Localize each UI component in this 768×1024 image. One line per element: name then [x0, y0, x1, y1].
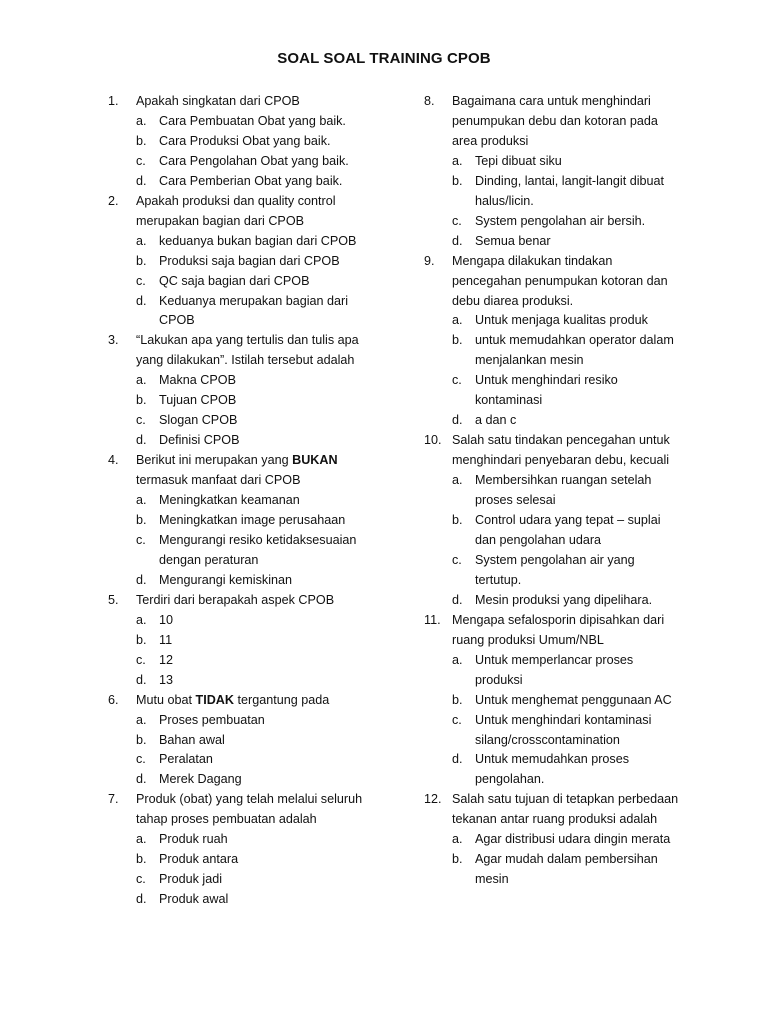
answer-option	[136, 391, 376, 411]
answer-option	[452, 511, 684, 551]
answer-option	[452, 152, 684, 172]
question-text-part: Bagaimana cara untuk menghindari penumpukan debu dan kotoran pada area produksi	[452, 94, 658, 148]
option-text: Untuk menghindari resiko kontaminasi	[475, 373, 618, 408]
question-text-part: “Lakukan apa yang tertulis dan tulis apa yang dilakukan”. Istilah tersebut adalah	[136, 333, 359, 368]
option-letter: c.	[136, 532, 146, 547]
option-text: Cara Pemberian Obat yang baik.	[159, 173, 343, 188]
question-text	[452, 613, 664, 647]
option-text: Mengurangi kemiskinan	[159, 572, 293, 587]
answer-option	[136, 431, 376, 451]
option-letter: c.	[136, 872, 146, 887]
option-text: a dan c	[475, 413, 517, 428]
left-column	[108, 92, 376, 910]
option-letter: d.	[136, 892, 147, 907]
question-item	[108, 591, 376, 691]
question-item	[424, 431, 684, 611]
option-text: Untuk memperlancar proses produksi	[475, 652, 634, 687]
option-text: Produk jadi	[159, 872, 223, 887]
option-letter: a.	[136, 832, 147, 847]
right-column	[424, 92, 684, 890]
question-item	[108, 790, 376, 910]
question-text-part: Salah satu tujuan di tetapkan perbedaan tekanan antar ruang produksi adalah	[452, 792, 679, 827]
answer-option	[136, 232, 376, 252]
answer-option	[136, 531, 376, 571]
answer-option	[452, 311, 684, 331]
option-letter: b.	[136, 513, 147, 528]
option-text: Meningkatkan keamanan	[159, 493, 300, 508]
option-text: Bahan awal	[159, 732, 225, 747]
option-text: Peralatan	[159, 752, 213, 767]
answer-option	[136, 870, 376, 890]
option-letter: d.	[136, 772, 147, 787]
option-letter: a.	[136, 712, 147, 727]
option-text: Keduanya merupakan bagian dari CPOB	[159, 293, 349, 328]
answer-option	[136, 671, 376, 691]
option-letter: d.	[452, 233, 463, 248]
option-text: Agar distribusi udara dingin merata	[475, 832, 671, 847]
option-text: 13	[159, 672, 174, 687]
answer-option	[452, 331, 684, 371]
option-letter: b.	[452, 692, 463, 707]
option-text: 11	[159, 632, 173, 647]
answer-option	[136, 272, 376, 292]
option-letter: a.	[452, 652, 463, 667]
answer-option	[452, 172, 684, 212]
option-text: Untuk memudahkan proses pengolahan.	[475, 752, 630, 787]
option-letter: a.	[136, 612, 147, 627]
option-letter: b.	[452, 333, 463, 348]
option-text: System pengolahan air yang tertutup.	[475, 552, 635, 587]
option-text: Cara Produksi Obat yang baik.	[159, 133, 331, 148]
option-letter: c.	[452, 552, 462, 567]
question-text-part: Mutu obat	[136, 692, 196, 707]
option-letter: a.	[452, 313, 463, 328]
option-text: 10	[159, 612, 174, 627]
question-item	[108, 691, 376, 791]
answer-option	[136, 292, 376, 332]
answer-option	[136, 511, 376, 531]
question-text-part: Mengapa dilakukan tindakan pencegahan penumpukan kotoran dan debu diarea produksi.	[452, 253, 668, 308]
option-text: Mengurangi resiko ketidaksesuaian dengan peraturan	[159, 532, 357, 567]
question-text	[136, 453, 338, 487]
question-text-part: Berikut ini merupakan yang	[136, 453, 293, 468]
answer-option	[452, 850, 684, 890]
answer-option	[452, 750, 684, 790]
option-text: Tujuan CPOB	[159, 393, 237, 408]
answer-option	[136, 571, 376, 591]
option-text: 12	[159, 652, 174, 667]
option-letter: c.	[136, 413, 146, 428]
option-text: Merek Dagang	[159, 772, 242, 787]
option-text: QC saja bagian dari CPOB	[159, 273, 310, 288]
question-number: 8.	[424, 94, 435, 108]
answer-option	[136, 750, 376, 770]
option-text: Untuk menghindari kontaminasi silang/crosscontamination	[475, 712, 652, 747]
option-letter: b.	[136, 133, 147, 148]
answer-option	[452, 711, 684, 751]
option-letter: a.	[136, 233, 147, 248]
question-text	[452, 94, 658, 148]
question-text-part: Apakah singkatan dari CPOB	[136, 94, 300, 108]
question-item	[424, 790, 684, 890]
question-item	[108, 331, 376, 451]
question-emphasis: BUKAN	[292, 453, 338, 468]
question-text-part: Produk (obat) yang telah melalui seluruh tahap proses pembuatan adalah	[136, 792, 363, 827]
option-text: Produk awal	[159, 892, 229, 907]
answer-option	[452, 371, 684, 411]
question-number: 1.	[108, 94, 119, 108]
option-letter: a.	[136, 373, 147, 388]
question-item	[108, 92, 376, 192]
option-text: Makna CPOB	[159, 373, 236, 388]
question-item	[424, 252, 684, 432]
option-text: Agar mudah dalam pembersihan mesin	[475, 852, 658, 887]
option-letter: d.	[136, 173, 147, 188]
option-letter: b.	[136, 393, 147, 408]
answer-option	[136, 172, 376, 192]
answer-option	[136, 411, 376, 431]
option-letter: c.	[452, 712, 462, 727]
option-letter: d.	[452, 592, 463, 607]
answer-option	[136, 112, 376, 132]
question-text	[452, 792, 678, 826]
question-item	[108, 192, 376, 332]
option-text: Mesin produksi yang dipelihara.	[475, 592, 653, 607]
question-text	[136, 333, 359, 367]
option-letter: c.	[136, 153, 146, 168]
option-letter: b.	[452, 852, 463, 867]
answer-option	[452, 651, 684, 691]
option-letter: d.	[136, 672, 147, 687]
question-text	[452, 433, 670, 467]
answer-option	[452, 830, 684, 850]
option-text: Cara Pengolahan Obat yang baik.	[159, 153, 349, 168]
option-letter: c.	[136, 652, 146, 667]
question-text-part: Terdiri dari berapakah aspek CPOB	[136, 592, 335, 607]
option-letter: c.	[136, 273, 146, 288]
question-number: 5.	[108, 592, 119, 607]
answer-option	[136, 770, 376, 790]
question-item	[424, 92, 684, 252]
question-text-part: termasuk manfaat dari CPOB	[136, 473, 301, 488]
option-letter: b.	[136, 632, 147, 647]
option-letter: c.	[452, 213, 462, 228]
option-letter: c.	[136, 752, 146, 767]
answer-option	[136, 890, 376, 910]
option-text: Meningkatkan image perusahaan	[159, 513, 346, 528]
question-number: 12.	[424, 792, 442, 807]
answer-option	[136, 152, 376, 172]
option-text: Tepi dibuat siku	[475, 153, 562, 168]
page-title: SOAL SOAL TRAINING CPOB	[277, 50, 491, 67]
question-text	[136, 593, 334, 607]
answer-option	[136, 631, 376, 651]
option-letter: d.	[136, 572, 147, 587]
option-letter: a.	[452, 832, 463, 847]
question-text-part: Mengapa sefalosporin dipisahkan dari ruang produksi Umum/NBL	[452, 612, 665, 647]
option-letter: b.	[136, 253, 147, 268]
question-number: 9.	[424, 253, 435, 268]
option-text: Semua benar	[475, 233, 551, 248]
option-letter: a.	[452, 153, 463, 168]
option-text: Membersihkan ruangan setelah proses selesai	[475, 473, 652, 508]
option-text: Untuk menjaga kualitas produk	[475, 313, 648, 328]
question-text	[136, 693, 329, 707]
option-letter: b.	[452, 513, 463, 528]
question-number: 2.	[108, 193, 119, 208]
option-letter: d.	[136, 433, 147, 448]
answer-option	[452, 471, 684, 511]
answer-option	[136, 371, 376, 391]
option-letter: d.	[136, 293, 147, 308]
answer-option	[136, 252, 376, 272]
answer-option	[452, 212, 684, 232]
option-text: Proses pembuatan	[159, 712, 265, 727]
answer-option	[452, 551, 684, 591]
question-text	[452, 254, 668, 308]
question-emphasis: TIDAK	[195, 692, 234, 707]
question-text-part: Salah satu tindakan pencegahan untuk menghindari penyebaran debu, kecuali	[452, 433, 670, 468]
option-text: Cara Pembuatan Obat yang baik.	[159, 113, 346, 128]
option-text: Dinding, lantai, langit-langit dibuat halus/licin.	[475, 173, 665, 208]
answer-option	[136, 132, 376, 152]
option-text: Untuk menghemat penggunaan AC	[475, 692, 672, 707]
question-text	[136, 94, 300, 108]
option-text: keduanya bukan bagian dari CPOB	[159, 233, 357, 248]
answer-option	[452, 591, 684, 611]
option-letter: d.	[452, 752, 463, 767]
answer-option	[136, 850, 376, 870]
answer-option	[136, 491, 376, 511]
option-letter: a.	[452, 473, 463, 488]
answer-option	[452, 232, 684, 252]
option-text: Produk antara	[159, 852, 239, 867]
option-letter: d.	[452, 413, 463, 428]
answer-option	[136, 830, 376, 850]
option-letter: b.	[136, 732, 147, 747]
question-text-part: Apakah produksi dan quality control merupakan bagian dari CPOB	[136, 193, 336, 228]
answer-option	[136, 731, 376, 751]
question-number: 7.	[108, 792, 119, 807]
question-number: 6.	[108, 692, 119, 707]
answer-option	[452, 691, 684, 711]
option-text: Produk ruah	[159, 832, 228, 847]
option-letter: b.	[136, 852, 147, 867]
option-text: Slogan CPOB	[159, 413, 238, 428]
option-text: Control udara yang tepat – suplai dan pengolahan udara	[475, 513, 661, 547]
option-text: Produksi saja bagian dari CPOB	[159, 253, 340, 268]
answer-option	[136, 651, 376, 671]
question-number: 3.	[108, 333, 119, 348]
option-text: Definisi CPOB	[159, 433, 240, 448]
option-text: System pengolahan air bersih.	[475, 213, 646, 228]
option-letter: a.	[136, 493, 147, 508]
answer-option	[452, 411, 684, 431]
option-letter: a.	[136, 113, 147, 128]
question-item	[108, 451, 376, 591]
answer-option	[136, 711, 376, 731]
question-text-part: tergantung pada	[234, 692, 330, 707]
option-letter: c.	[452, 373, 462, 388]
answer-option	[136, 611, 376, 631]
question-number: 11.	[424, 612, 441, 627]
question-text	[136, 792, 362, 826]
option-text: untuk memudahkan operator dalam menjalankan mesin	[475, 333, 674, 368]
question-number: 4.	[108, 453, 119, 468]
question-text	[136, 194, 336, 228]
option-letter: b.	[452, 173, 463, 188]
question-item	[424, 611, 684, 791]
question-number: 10.	[424, 433, 442, 448]
